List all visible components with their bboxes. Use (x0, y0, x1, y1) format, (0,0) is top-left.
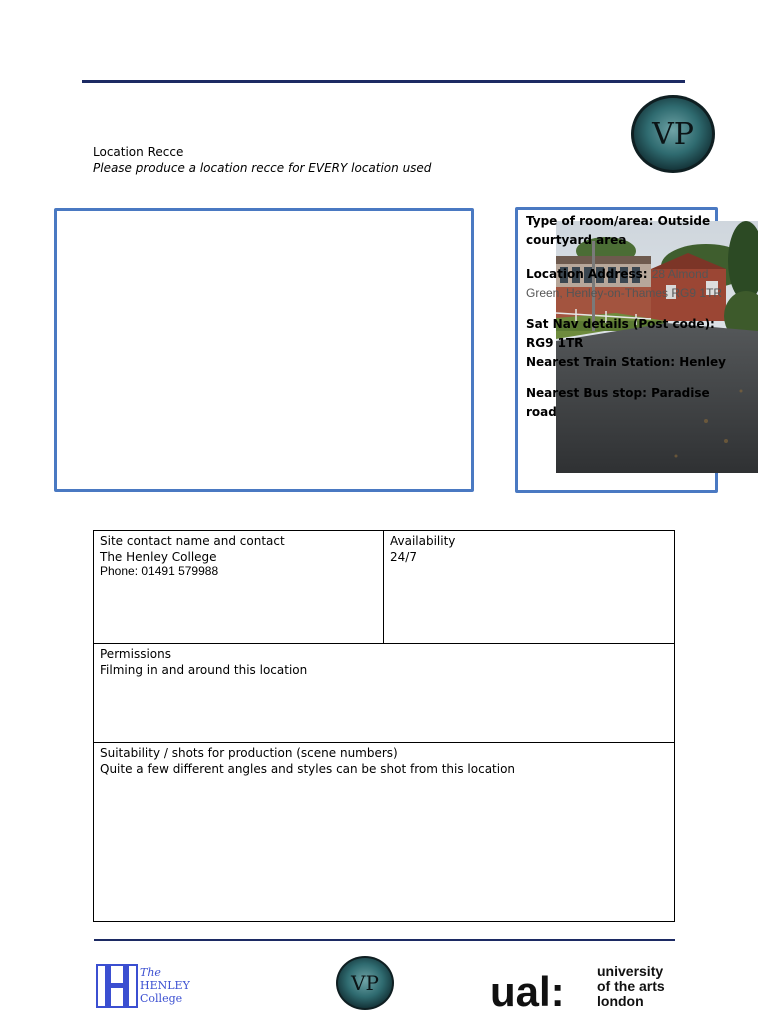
svg-text:of the arts: of the arts (597, 978, 665, 994)
permissions-value: Filming in and around this location (100, 663, 308, 677)
henley-college-logo (96, 964, 196, 1008)
availability-cell (384, 531, 674, 567)
nearest-bus-stop: Nearest Bus stop: Paradise road (526, 386, 710, 419)
availability-value: 24/7 (390, 550, 417, 564)
svg-text:VP: VP (652, 117, 694, 152)
permissions-cell (94, 644, 674, 680)
location-address-value: 28 Almond Green, Henley-on-Thames RG9 1TR (526, 267, 723, 300)
vp-logo-small (335, 955, 395, 1011)
page-title: Location Recce (93, 145, 184, 159)
nearest-train-station: Nearest Train Station: Henley (526, 355, 726, 369)
sat-nav-details: Sat Nav details (Post code): RG9 1TR (526, 317, 715, 350)
availability-label: Availability (390, 534, 456, 548)
site-contact-phone: Phone: 01491 579988 (100, 564, 219, 578)
suitability-value: Quite a few different angles and styles can be shot from this location (100, 762, 516, 776)
svg-text:The: The (140, 966, 161, 979)
svg-text:HENLEY: HENLEY (140, 979, 190, 992)
page-subtitle: Please produce a location recce for EVERY location used (93, 161, 432, 175)
svg-text:VP: VP (351, 971, 379, 995)
site-contact-cell (94, 531, 383, 581)
svg-text:london: london (597, 993, 644, 1009)
recce-table (93, 530, 675, 922)
image-placeholder-box (54, 208, 474, 492)
location-info-text (526, 212, 726, 422)
suitability-label: Suitability / shots for production (scene numbers) (100, 746, 398, 760)
svg-text:university: university (597, 963, 664, 979)
location-address-label: Location Address: (526, 267, 648, 281)
permissions-label: Permissions (100, 647, 171, 661)
type-of-room: Type of room/area: Outside courtyard area (526, 214, 711, 247)
svg-text:ual:: ual: (490, 968, 565, 1012)
ual-logo (490, 962, 680, 1012)
bottom-rule (94, 939, 675, 941)
suitability-cell (94, 743, 674, 779)
site-contact-name: The Henley College (100, 550, 217, 564)
svg-text:College: College (140, 992, 183, 1005)
site-contact-label: Site contact name and contact (100, 534, 285, 548)
vp-logo (630, 94, 716, 174)
top-rule (82, 80, 685, 83)
